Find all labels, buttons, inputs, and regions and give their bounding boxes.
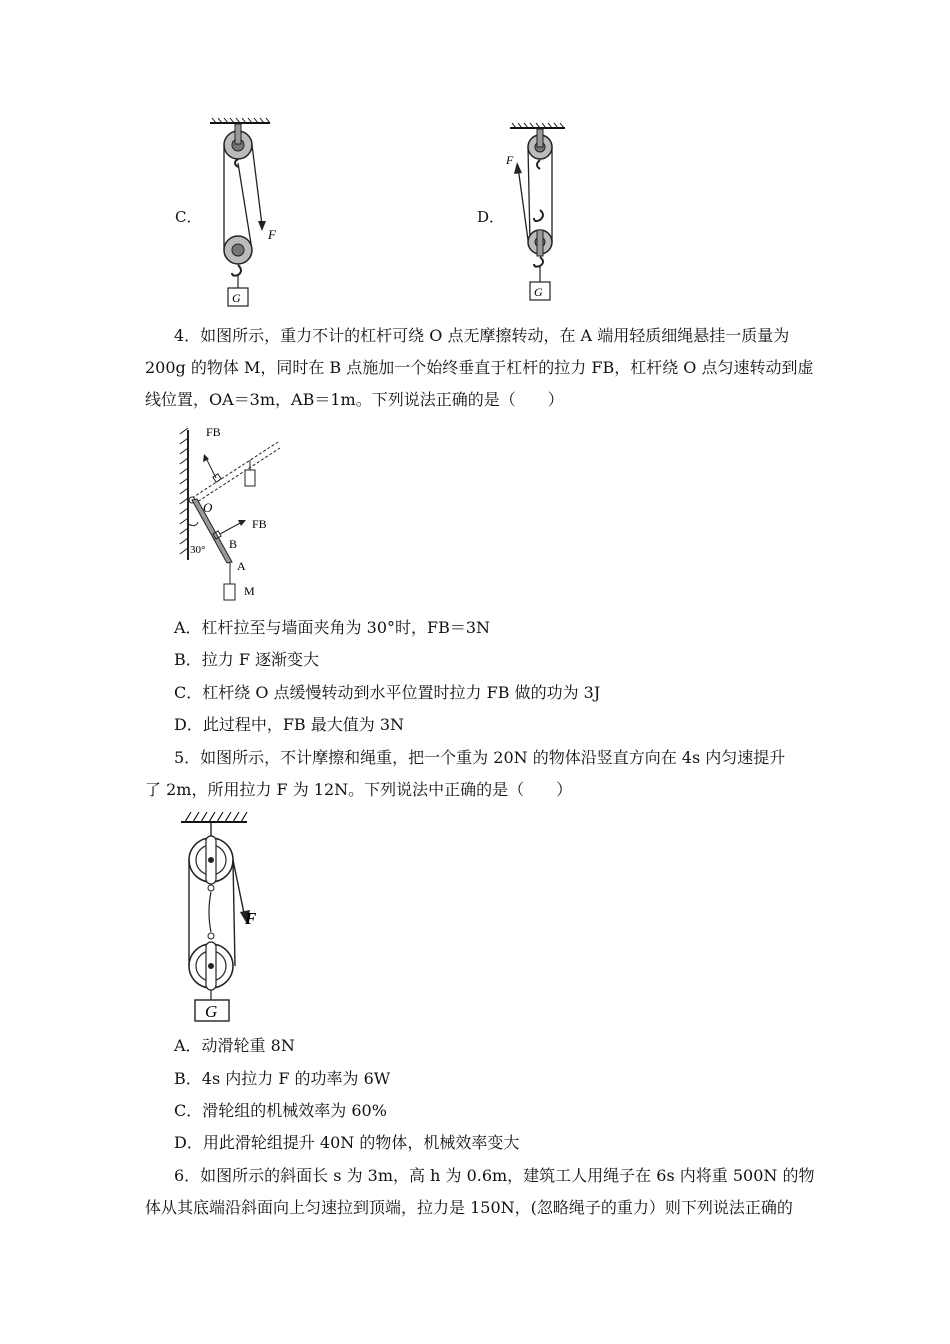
- q4-line-1: 4．如图所示，重力不计的杠杆可绕 O 点无摩擦转动，在 A 端用轻质细绳悬挂一质量为: [174, 326, 790, 345]
- q5-line-2: 了 2m，所用拉力 F 为 12N。下列说法中正确的是（ ）: [145, 780, 573, 799]
- pulley-block-diagram: [175, 808, 285, 1028]
- q5-option-a: A．动滑轮重 8N: [174, 1036, 295, 1055]
- q5-option-b: B．4s 内拉力 F 的功率为 6W: [174, 1069, 391, 1088]
- weight-label-c: G: [232, 291, 241, 305]
- q4-option-d: D．此过程中，FB 最大值为 3N: [174, 715, 405, 734]
- q4-option-a: A．杠杆拉至与墙面夹角为 30°时，FB＝3N: [174, 618, 491, 637]
- fb-label-mid: FB: [252, 517, 267, 531]
- q4-option-b: B．拉力 F 逐渐变大: [174, 650, 320, 669]
- pivot-o-label: O: [203, 500, 213, 515]
- pulley-diagram-c: [200, 115, 290, 315]
- point-b-label: B: [229, 537, 238, 551]
- q6-line-2: 体从其底端沿斜面向上匀速拉到顶端，拉力是 150N，(忽略绳子的重力）则下列说法正确的: [145, 1198, 793, 1217]
- weight-g-label: G: [205, 1002, 218, 1021]
- force-label-c: F: [268, 227, 276, 242]
- force-f-label: F: [245, 909, 257, 928]
- q4-line-3: 线位置，OA＝3m，AB＝1m。下列说法正确的是（ ）: [145, 390, 564, 409]
- angle-label: 30°: [190, 544, 206, 556]
- force-label-d: F: [506, 153, 514, 167]
- q5-line-1: 5．如图所示，不计摩擦和绳重，把一个重为 20N 的物体沿竖直方向在 4s 内匀速提升: [174, 748, 786, 767]
- fb-label-top: FB: [206, 425, 221, 439]
- q5-option-d: D．用此滑轮组提升 40N 的物体，机械效率变大: [174, 1133, 520, 1152]
- q5-option-c: C．滑轮组的机械效率为 60%: [174, 1101, 387, 1120]
- point-a-label: A: [237, 559, 246, 573]
- pulley-diagram-d: [500, 122, 580, 312]
- q4-option-c: C．杠杆绕 O 点缓慢转动到水平位置时拉力 FB 做的功为 3J: [174, 683, 601, 702]
- option-d-label: D．: [477, 208, 505, 226]
- q6-line-1: 6．如图所示的斜面长 s 为 3m，高 h 为 0.6m，建筑工人用绳子在 6s 内将重 500N 的物: [174, 1166, 815, 1185]
- q4-line-2: 200g 的物体 M，同时在 B 点施加一个始终垂直于杠杆的拉力 FB，杠杆绕 O 点匀速转动到虚: [145, 358, 814, 377]
- mass-m-label: M: [244, 584, 255, 598]
- weight-label-d: G: [534, 285, 543, 299]
- lever-diagram: [170, 420, 300, 610]
- option-c-label: C．: [175, 208, 202, 226]
